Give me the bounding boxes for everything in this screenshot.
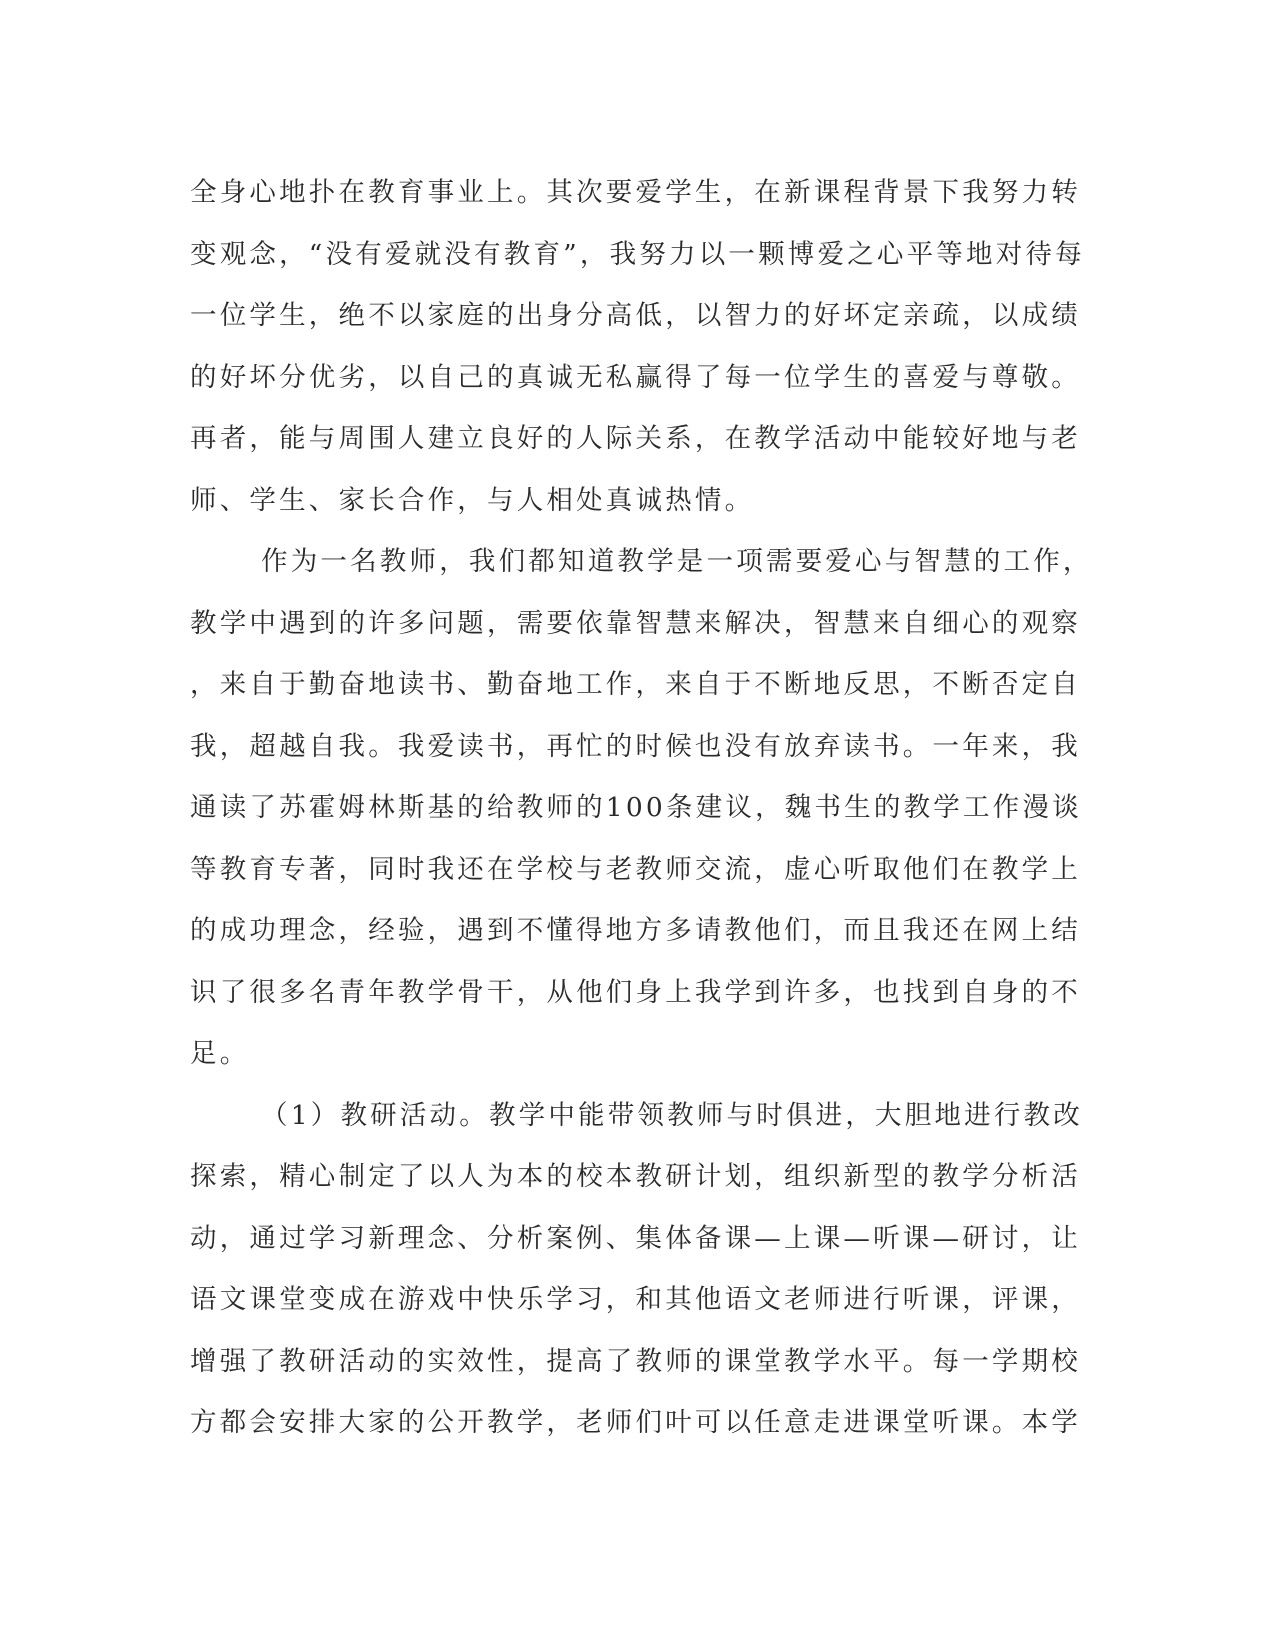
text-line: 全身心地扑在教育事业上。其次要爱学生，在新课程背景下我努力转 [190,177,1081,208]
text-line: 再者，能与周围人建立良好的人际关系，在教学活动中能较好地与老 [190,423,1081,454]
text-line: 我，超越自我。我爱读书，再忙的时候也没有放弃读书。一年来，我 [190,730,1081,762]
text-line: 通读了苏霍姆林斯基的给教师的100条建议，魏书生的教学工作漫谈 [190,792,1082,823]
text-line: 的好坏分优劣，以自己的真诚无私赢得了每一位学生的喜爱与尊敬。 [190,361,1081,393]
paragraph-start-line: （1）教研活动。教学中能带领教师与时俱进，大胆地进行教改 [261,1099,1083,1131]
document-body [190,162,1093,1454]
text-line: 的成功理念，经验，遇到不懂得地方多请教他们，而且我还在网上结 [190,915,1081,946]
text-line: ，来自于勤奋地读书、勤奋地工作，来自于不断地反思，不断否定自 [190,669,1081,700]
text-line: 增强了教研活动的实效性，提高了教师的课堂教学水平。每一学期校 [190,1345,1081,1377]
text-line: 动，通过学习新理念、分析案例、集体备课—上课—听课—研讨，让 [190,1222,1081,1254]
text-line: 师、学生、家长合作，与人相处真诚热情。 [190,484,755,516]
text-line: 语文课堂变成在游戏中快乐学习，和其他语文老师进行听课，评课， [190,1284,1081,1315]
text-line: 一位学生，绝不以家庭的出身分高低，以智力的好坏定亲疏，以成绩 [190,300,1081,331]
text-line: 教学中遇到的许多问题，需要依靠智慧来解决，智慧来自细心的观察 [190,607,1081,639]
paragraph-start-line: 作为一名教师，我们都知道教学是一项需要爱心与智慧的工作， [261,546,1093,577]
text-line: 探索，精心制定了以人为本的校本教研计划，组织新型的教学分析活 [190,1161,1081,1192]
text-line: 识了很多名青年教学骨干，从他们身上我学到许多，也找到自身的不 [190,976,1081,1008]
text-line: 足。 [190,1038,250,1069]
text-line: 方都会安排大家的公开教学，老师们叶可以任意走进课堂听课。本学 [190,1407,1081,1438]
text-line: 变观念，“没有爱就没有教育”，我努力以一颗博爱之心平等地对待每 [190,238,1085,270]
text-line: 等教育专著，同时我还在学校与老教师交流，虚心听取他们在教学上 [190,853,1081,885]
